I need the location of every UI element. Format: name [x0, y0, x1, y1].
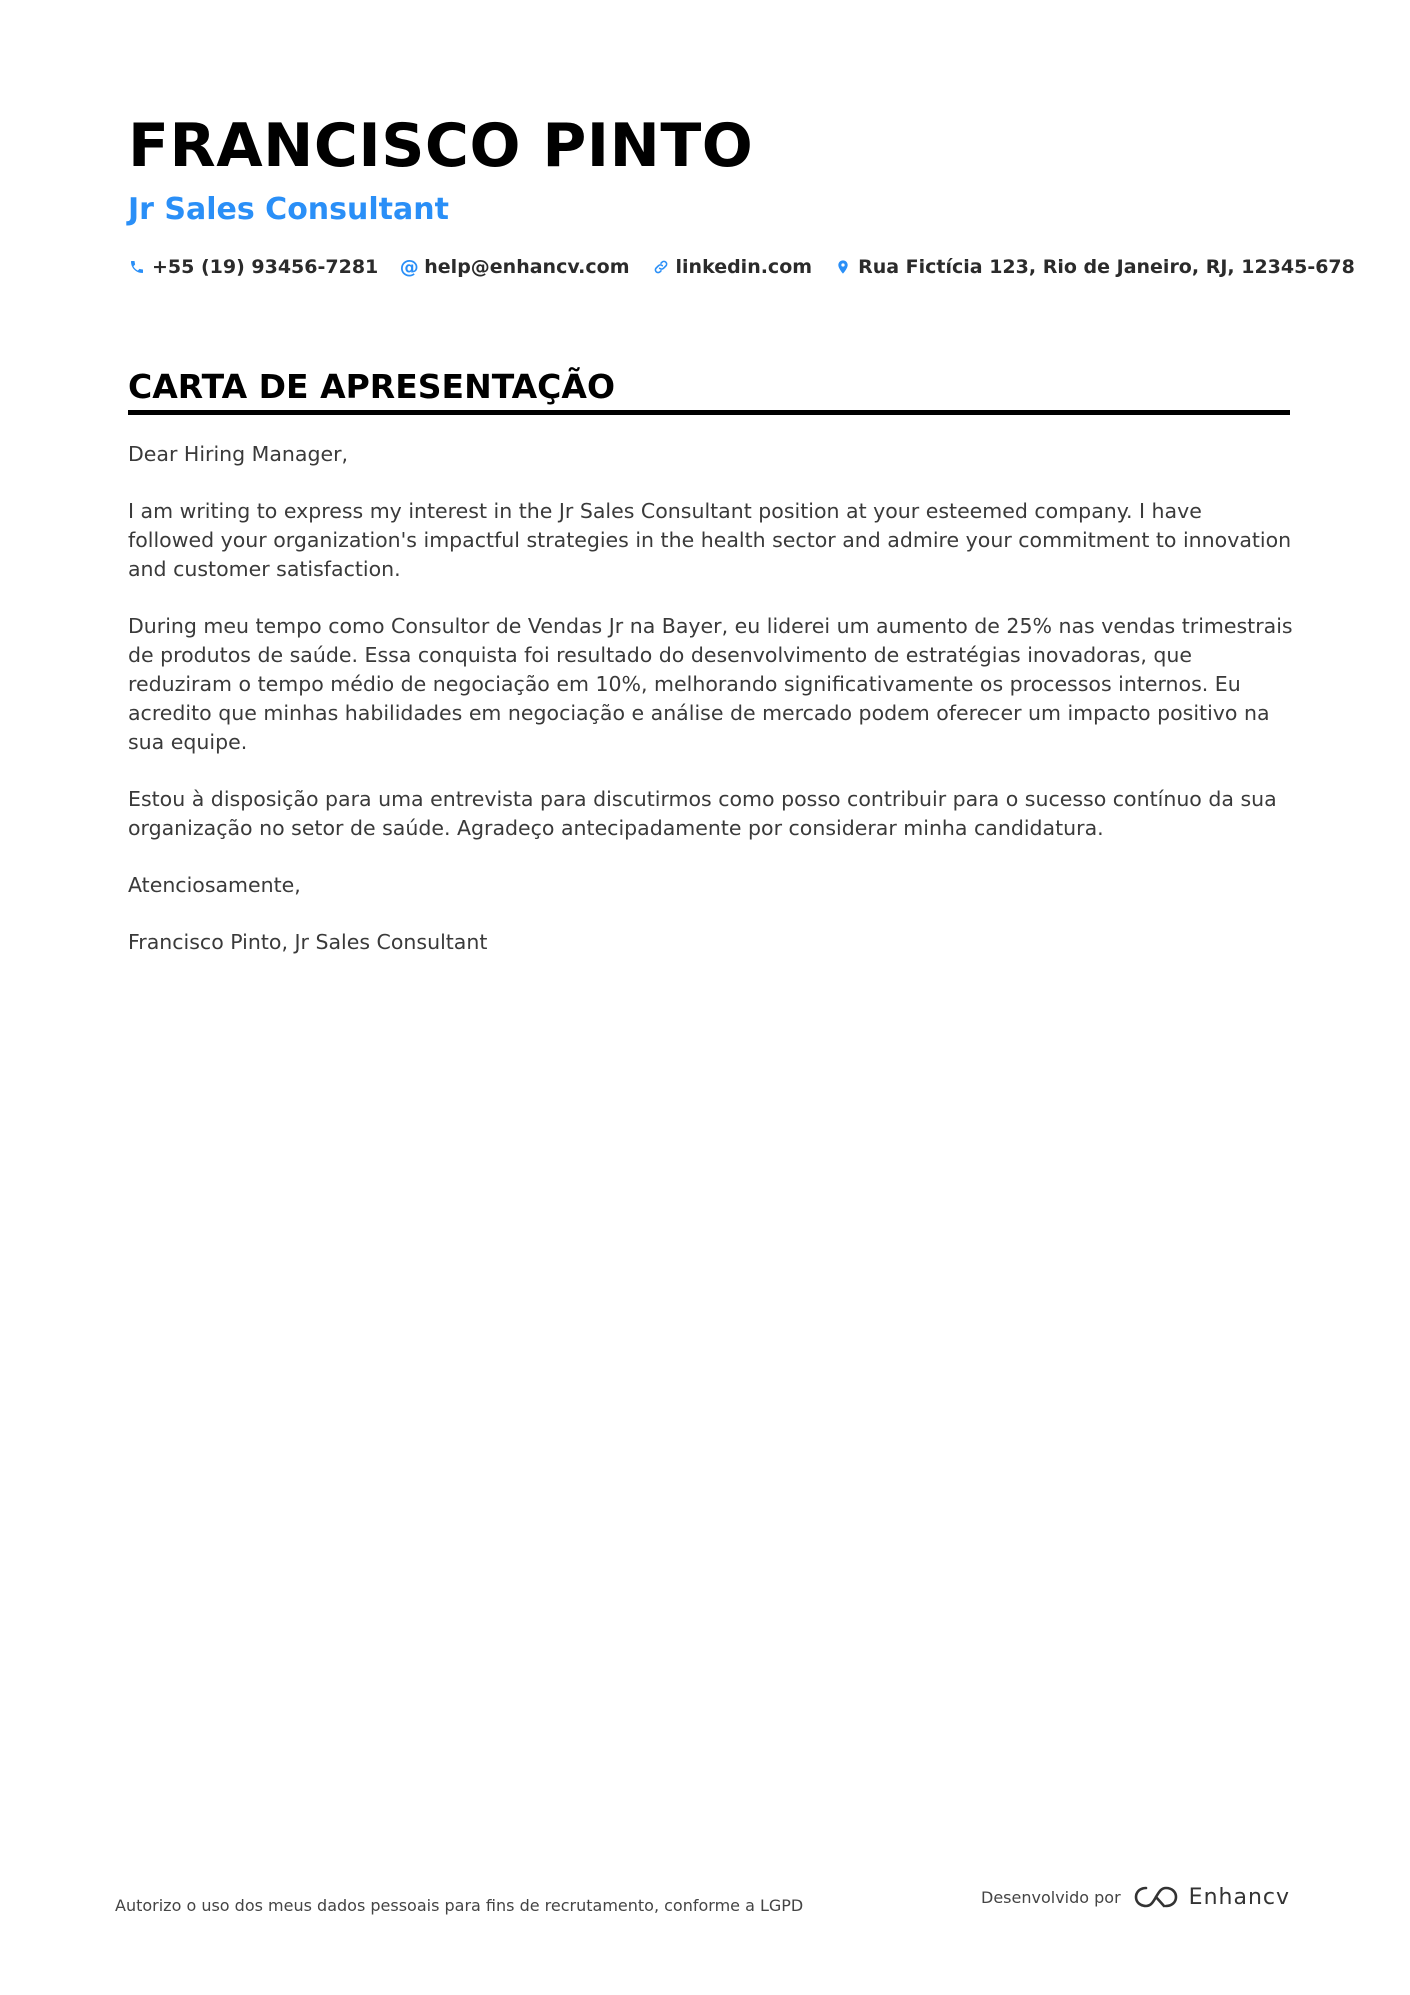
location-pin-icon	[834, 258, 852, 276]
enhancv-logo-icon	[1133, 1884, 1179, 1910]
candidate-role: Jr Sales Consultant	[128, 192, 449, 227]
phone-icon	[128, 258, 146, 276]
contact-phone	[128, 256, 378, 278]
header	[128, 110, 1355, 278]
letter-closing: Atenciosamente,	[128, 873, 301, 897]
section-title: CARTA DE APRESENTAÇÃO	[128, 366, 1290, 415]
letter-paragraph: Estou à disposição para uma entrevista para discutirmos como posso contribuir para o sucesso contínuo da sua organização no setor de saúde. Agradeço antecipadamente por considerar minha candidatura.	[128, 787, 1277, 840]
letter-greeting: Dear Hiring Manager,	[128, 442, 349, 466]
contact-bar	[128, 256, 1355, 278]
link-icon	[652, 258, 670, 276]
candidate-name: FRANCISCO PINTO	[128, 111, 754, 181]
at-icon: @	[399, 256, 419, 278]
letter-body	[128, 440, 1293, 985]
footer-brand[interactable]	[981, 1884, 1290, 1910]
letter-paragraph: I am writing to express my interest in the Jr Sales Consultant position at your esteemed company. I have followed your organization's impactful strategies in the health sector and admire your commitment to innovation and customer satisfaction.	[128, 499, 1292, 581]
letter-paragraph: During meu tempo como Consultor de Vendas Jr na Bayer, eu liderei um aumento de 25% nas vendas trimestrais de produtos de saúde. Essa conquista foi resultado do desenvolvimento de estratégias inovadoras, que reduziram o tempo médio de negociação em 10%, melhorando significativamente os processos internos. Eu acredito que minhas habilidades em negociação e análise de mercado podem oferecer um impacto positivo na sua equipe.	[128, 614, 1293, 754]
contact-linkedin-text[interactable]: linkedin.com	[675, 256, 813, 278]
powered-by-label: Desenvolvido por	[981, 1887, 1121, 1907]
contact-email-text[interactable]: help@enhancv.com	[424, 256, 630, 278]
letter-signature: Francisco Pinto, Jr Sales Consultant	[128, 930, 488, 954]
footer-consent: Autorizo o uso dos meus dados pessoais para fins de recrutamento, conforme a LGPD	[115, 1896, 804, 1915]
contact-address	[834, 256, 1355, 278]
contact-linkedin[interactable]	[652, 256, 813, 278]
contact-email[interactable]	[400, 256, 629, 278]
brand-name: Enhancv	[1188, 1884, 1290, 1910]
contact-address-text: Rua Fictícia 123, Rio de Janeiro, RJ, 12345-678	[858, 256, 1355, 278]
contact-phone-text: +55 (19) 93456-7281	[152, 256, 379, 278]
